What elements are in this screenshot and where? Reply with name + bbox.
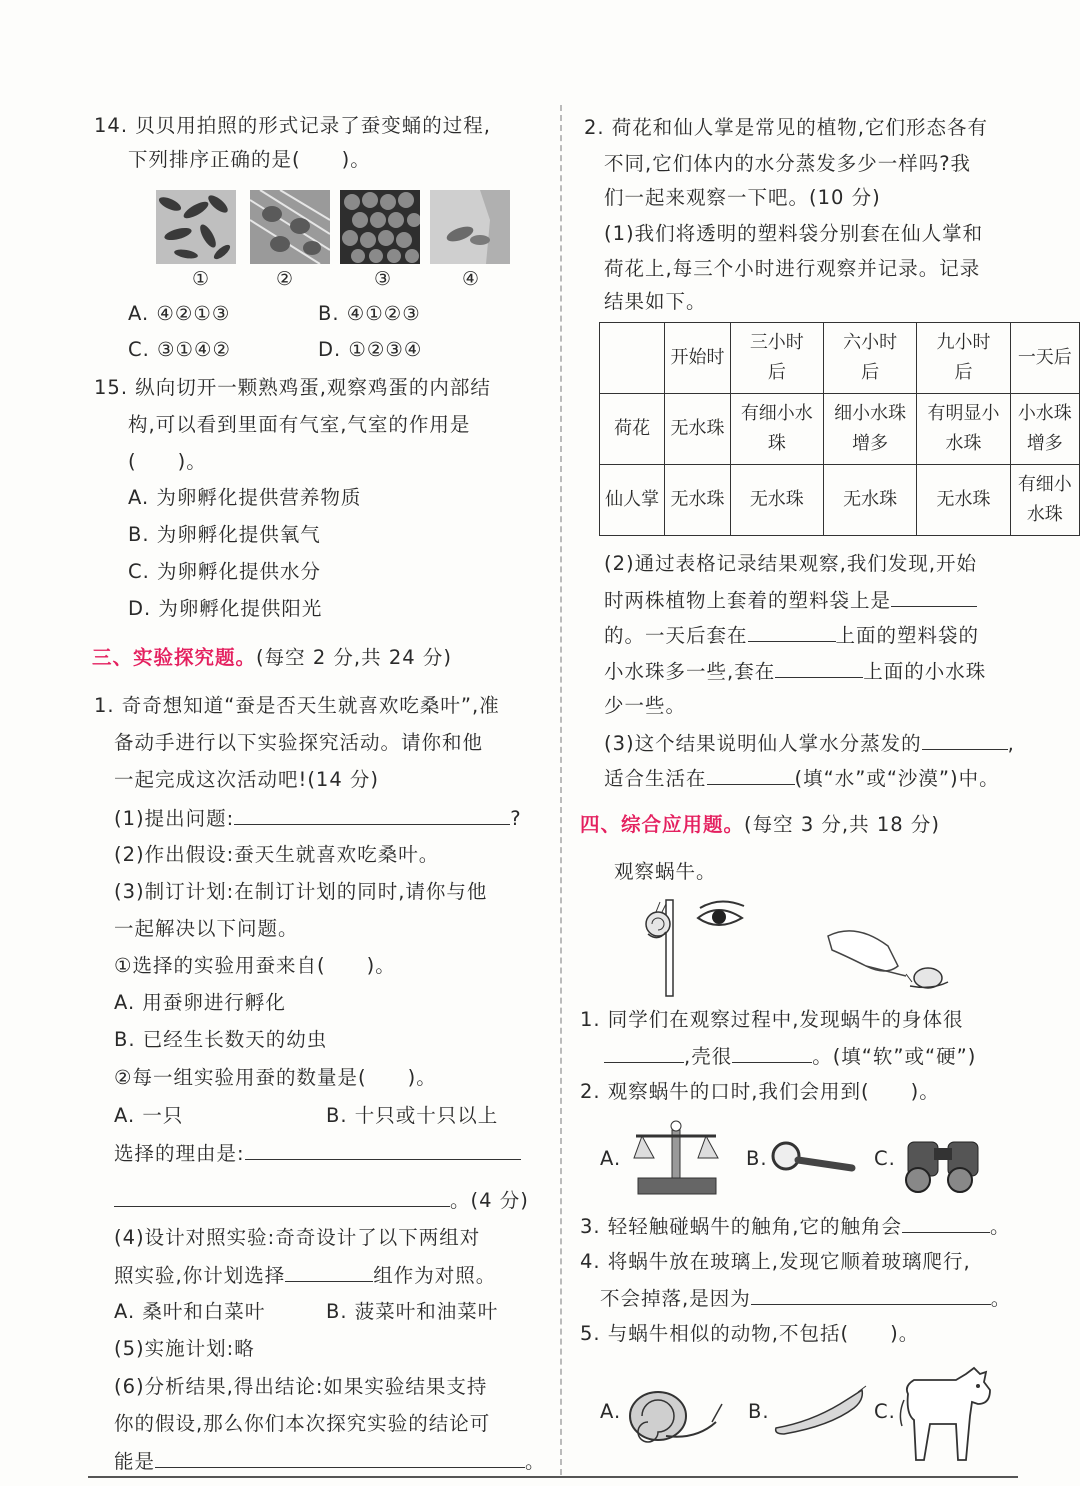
s4-q4-line1: 4. 将蜗牛放在玻璃上,发现它顺着玻璃爬行, bbox=[580, 1250, 971, 1273]
table-cell: 有明显小水珠 bbox=[917, 394, 1010, 465]
table-cell: 细小水珠增多 bbox=[823, 394, 916, 465]
table-cell: 无水珠 bbox=[730, 465, 823, 536]
s4-q1-shell-text: ,壳很 bbox=[684, 1045, 733, 1068]
hand-touching-snail-icon bbox=[828, 931, 948, 988]
photo-label-1: ① bbox=[192, 268, 210, 290]
s3q2-line1: 2. 荷花和仙人掌是常见的植物,它们形态各有 bbox=[584, 116, 989, 139]
s3q1-analysis-line2: 你的假设,那么你们本次探究实验的结论可 bbox=[114, 1412, 491, 1435]
table-cell bbox=[600, 323, 665, 394]
s4-q4-line2 bbox=[600, 1286, 1011, 1311]
glass-rod bbox=[666, 900, 673, 996]
s3q2-line4: (1)我们将透明的塑料袋分别套在仙人掌和 bbox=[604, 222, 984, 245]
s4-q5: 5. 与蜗牛相似的动物,不包括( )。 bbox=[580, 1322, 920, 1345]
more-drops-blank[interactable] bbox=[748, 623, 836, 642]
s4-q1-line2 bbox=[604, 1044, 976, 1069]
s4-q2-option-c[interactable]: C. bbox=[874, 1147, 896, 1170]
s4-q5-option-c[interactable]: C. bbox=[874, 1400, 896, 1423]
s4-q3-line bbox=[580, 1214, 1011, 1239]
record-table bbox=[599, 322, 1080, 536]
evaporation-blank[interactable] bbox=[922, 731, 1008, 750]
s3q2-line10-text-a: 小水珠多一些,套在 bbox=[604, 660, 776, 683]
s3q1-control-text-b: 组作为对照。 bbox=[373, 1264, 497, 1287]
q14-stem-line1: 14. 贝贝用拍照的形式记录了蚕变蛹的过程, bbox=[94, 114, 491, 137]
body-softness-blank[interactable] bbox=[604, 1044, 684, 1063]
s3q1-sub2: ②每一组实验用蚕的数量是( )。 bbox=[114, 1066, 437, 1089]
fewer-drops-blank[interactable] bbox=[775, 659, 863, 678]
table-cell: 无水珠 bbox=[665, 465, 730, 536]
s3q1-question-label: (1)提出问题: bbox=[114, 807, 235, 830]
s3q1-question-line bbox=[114, 806, 522, 831]
reason-blank-1[interactable] bbox=[245, 1141, 521, 1160]
s3q1-sub2-option-a[interactable]: A. 一只 bbox=[114, 1104, 184, 1127]
s4-q5-option-b[interactable]: B. bbox=[748, 1400, 770, 1423]
table-cell: 无水珠 bbox=[823, 465, 916, 536]
s3q2-line10-text-b: 上面的小水珠 bbox=[863, 660, 987, 683]
slug-icon bbox=[770, 1384, 870, 1436]
photo-silkworm-larvae bbox=[156, 190, 236, 264]
s3q1-control-line1: (4)设计对照实验:奇奇设计了以下两组对 bbox=[114, 1226, 481, 1249]
q14-option-c[interactable]: C. ③①④② bbox=[128, 338, 231, 361]
conclusion-blank[interactable] bbox=[155, 1449, 525, 1468]
s3q2-line12-text: (3)这个结果说明仙人掌水分蒸发的 bbox=[604, 732, 922, 755]
q15-stem-line3: ( )。 bbox=[128, 450, 207, 473]
s3q2-line6: 结果如下。 bbox=[604, 290, 707, 313]
shell-hardness-blank[interactable] bbox=[732, 1044, 812, 1063]
table-header-row bbox=[600, 323, 1080, 394]
s4-q2: 2. 观察蜗牛的口时,我们会用到( )。 bbox=[580, 1080, 940, 1103]
section-4-score: (每空 3 分,共 18 分) bbox=[744, 813, 940, 836]
control-group-blank[interactable] bbox=[285, 1263, 373, 1282]
s3q2-line9 bbox=[604, 623, 979, 648]
q14-stem-line2: 下列排序正确的是( )。 bbox=[128, 148, 371, 171]
s3q1-reason-line2 bbox=[114, 1188, 529, 1213]
magnifying-glass-icon bbox=[768, 1140, 858, 1176]
table-cell: 无水珠 bbox=[665, 394, 730, 465]
s3q1-conclusion-label: 能是 bbox=[114, 1450, 156, 1473]
reason-blank[interactable] bbox=[751, 1286, 991, 1305]
s3q1-sub1: ①选择的实验用蚕来自( )。 bbox=[114, 954, 396, 977]
s4-q1-hint: 。(填“软”或“硬”) bbox=[812, 1045, 977, 1068]
s3q2-line9-text-b: 上面的塑料袋的 bbox=[835, 624, 980, 647]
s3q1-reason-points: 。(4 分) bbox=[450, 1189, 529, 1212]
table-row bbox=[600, 394, 1080, 465]
q15-option-d[interactable]: D. 为卵孵化提供阳光 bbox=[128, 597, 323, 620]
table-cell: 开始时 bbox=[665, 323, 730, 394]
q14-option-a[interactable]: A. ④②①③ bbox=[128, 302, 231, 325]
s3q2-line12-end: , bbox=[1007, 732, 1015, 755]
s4-q2-option-a[interactable]: A. bbox=[600, 1147, 622, 1170]
s3q2-line2: 不同,它们体内的水分蒸发多少一样吗?我 bbox=[604, 152, 972, 175]
s3q2-line11: 少一些。 bbox=[604, 694, 687, 717]
s4-intro: 观察蜗牛。 bbox=[614, 860, 717, 883]
column-divider bbox=[560, 105, 562, 1475]
s3q1-control-option-b[interactable]: B. 菠菜叶和油菜叶 bbox=[326, 1300, 499, 1323]
s3q1-line3: 一起完成这次活动吧!(14 分) bbox=[114, 768, 380, 791]
photo-label-3: ③ bbox=[374, 268, 392, 290]
s3q1-line1: 1. 奇奇想知道“蚕是否天生就喜欢吃桑叶”,准 bbox=[94, 694, 500, 717]
photo-cocoons-on-straw bbox=[250, 190, 330, 264]
table-cell: 仙人掌 bbox=[600, 465, 665, 536]
s3q2-line7: (2)通过表格记录结果观察,我们发现,开始 bbox=[604, 552, 978, 575]
s3q2-line13-text-b: (填“水”或“沙漠”)中。 bbox=[794, 767, 1000, 790]
table-cell: 荷花 bbox=[600, 394, 665, 465]
s4-q2-option-b[interactable]: B. bbox=[746, 1147, 768, 1170]
s3q2-line9-text-a: 的。一天后套在 bbox=[604, 624, 748, 647]
question-blank[interactable] bbox=[234, 806, 510, 825]
s4-q5-option-a[interactable]: A. bbox=[600, 1400, 622, 1423]
s4-q4-text: 不会掉落,是因为 bbox=[600, 1287, 751, 1310]
habitat-blank[interactable] bbox=[707, 766, 795, 785]
s3q2-line13-text-a: 适合生活在 bbox=[604, 767, 707, 790]
s3q2-line8 bbox=[604, 588, 977, 613]
table-cell: 有细小水珠 bbox=[1010, 465, 1079, 536]
table-cell: 有细小水珠 bbox=[730, 394, 823, 465]
s3q2-line8-text: 时两株植物上套着的塑料袋上是 bbox=[604, 589, 892, 612]
s3q1-analysis-line1: (6)分析结果,得出结论:如果实验结果支持 bbox=[114, 1375, 488, 1398]
binoculars-icon bbox=[898, 1128, 990, 1194]
table-cell: 六小时后 bbox=[823, 323, 916, 394]
section-4-heading bbox=[580, 813, 940, 837]
q14-option-b[interactable]: B. ④①②③ bbox=[318, 302, 421, 325]
s3q1-hypothesis: (2)作出假设:蚕天生就喜欢吃桑叶。 bbox=[114, 843, 440, 866]
snail-observation-illustration bbox=[636, 894, 966, 998]
q15-stem-line2: 构,可以看到里面有气室,气室的作用是 bbox=[128, 413, 471, 436]
s3q1-plan-line1: (3)制订计划:在制订计划的同时,请你与他 bbox=[114, 880, 488, 903]
s3q2-line5: 荷花上,每三个小时进行观察并记录。记录 bbox=[604, 257, 981, 280]
section-3-title: 三、实验探究题。 bbox=[92, 646, 257, 669]
s3q1-control-line2 bbox=[114, 1263, 496, 1288]
s3q1-reason-line bbox=[114, 1141, 521, 1166]
s3q1-reason-label: 选择的理由是: bbox=[114, 1142, 245, 1165]
table-cell: 小水珠增多 bbox=[1010, 394, 1079, 465]
q15-stem-line1: 15. 纵向切开一颗熟鸡蛋,观察鸡蛋的内部结 bbox=[94, 376, 491, 399]
photo-label-4: ④ bbox=[462, 268, 480, 290]
s3q1-sub2-option-b[interactable]: B. 十只或十只以上 bbox=[326, 1104, 499, 1127]
balance-scale-icon bbox=[630, 1116, 722, 1198]
section-4-title: 四、综合应用题。 bbox=[580, 813, 745, 836]
reason-blank-2[interactable] bbox=[114, 1188, 450, 1207]
s3q1-plan-line2: 一起解决以下问题。 bbox=[114, 917, 299, 940]
photo-silkworm-eggs bbox=[340, 190, 420, 264]
cow-icon bbox=[894, 1360, 994, 1466]
q15-option-a[interactable]: A. 为卵孵化提供营养物质 bbox=[128, 486, 362, 509]
s3q2-line12 bbox=[604, 731, 1015, 756]
s3q1-sub1-option-b[interactable]: B. 已经生长数天的幼虫 bbox=[114, 1028, 328, 1051]
table-cell: 三小时后 bbox=[730, 323, 823, 394]
q15-option-b[interactable]: B. 为卵孵化提供氧气 bbox=[128, 523, 321, 546]
s4-q3-text: 3. 轻轻触碰蜗牛的触角,它的触角会 bbox=[580, 1215, 903, 1238]
s4-q4-end: 。 bbox=[990, 1287, 1012, 1310]
s4-q1-line1: 1. 同学们在观察过程中,发现蜗牛的身体很 bbox=[580, 1008, 964, 1031]
section-3-heading bbox=[92, 646, 452, 670]
bag-start-blank[interactable] bbox=[891, 588, 977, 607]
s3q2-line10 bbox=[604, 659, 986, 684]
section-3-score: (每空 2 分,共 24 分) bbox=[256, 646, 452, 669]
s4-q3-end: 。 bbox=[990, 1215, 1011, 1238]
table-cell: 九小时后 bbox=[917, 323, 1010, 394]
s3q1-sub1-option-a[interactable]: A. 用蚕卵进行孵化 bbox=[114, 991, 286, 1014]
q15-option-c[interactable]: C. 为卵孵化提供水分 bbox=[128, 560, 322, 583]
photo-label-2: ② bbox=[276, 268, 294, 290]
photo-pupa-on-leaf bbox=[430, 190, 510, 264]
s3q2-line3: 们一起来观察一下吧。(10 分) bbox=[604, 186, 881, 209]
s3q1-control-option-a[interactable]: A. 桑叶和白菜叶 bbox=[114, 1300, 266, 1323]
table-cell: 无水珠 bbox=[917, 465, 1010, 536]
snail-icon bbox=[626, 1382, 726, 1444]
s3q2-line13 bbox=[604, 766, 1000, 791]
q14-option-d[interactable]: D. ①②③④ bbox=[318, 338, 423, 361]
s3q1-implement: (5)实施计划:略 bbox=[114, 1337, 255, 1360]
antenna-response-blank[interactable] bbox=[902, 1214, 990, 1233]
page-bottom-rule bbox=[88, 1476, 1018, 1478]
s3q1-question-mark: ? bbox=[510, 807, 522, 830]
s3q1-conclusion-line bbox=[114, 1449, 546, 1474]
s3q1-conclusion-end: 。 bbox=[525, 1450, 546, 1473]
eye-icon bbox=[698, 901, 744, 925]
table-row bbox=[600, 465, 1080, 536]
table-cell: 一天后 bbox=[1010, 323, 1079, 394]
s3q1-control-text-a: 照实验,你计划选择 bbox=[114, 1264, 286, 1287]
s3q1-line2: 备动手进行以下实验探究活动。请你和他 bbox=[114, 731, 484, 754]
